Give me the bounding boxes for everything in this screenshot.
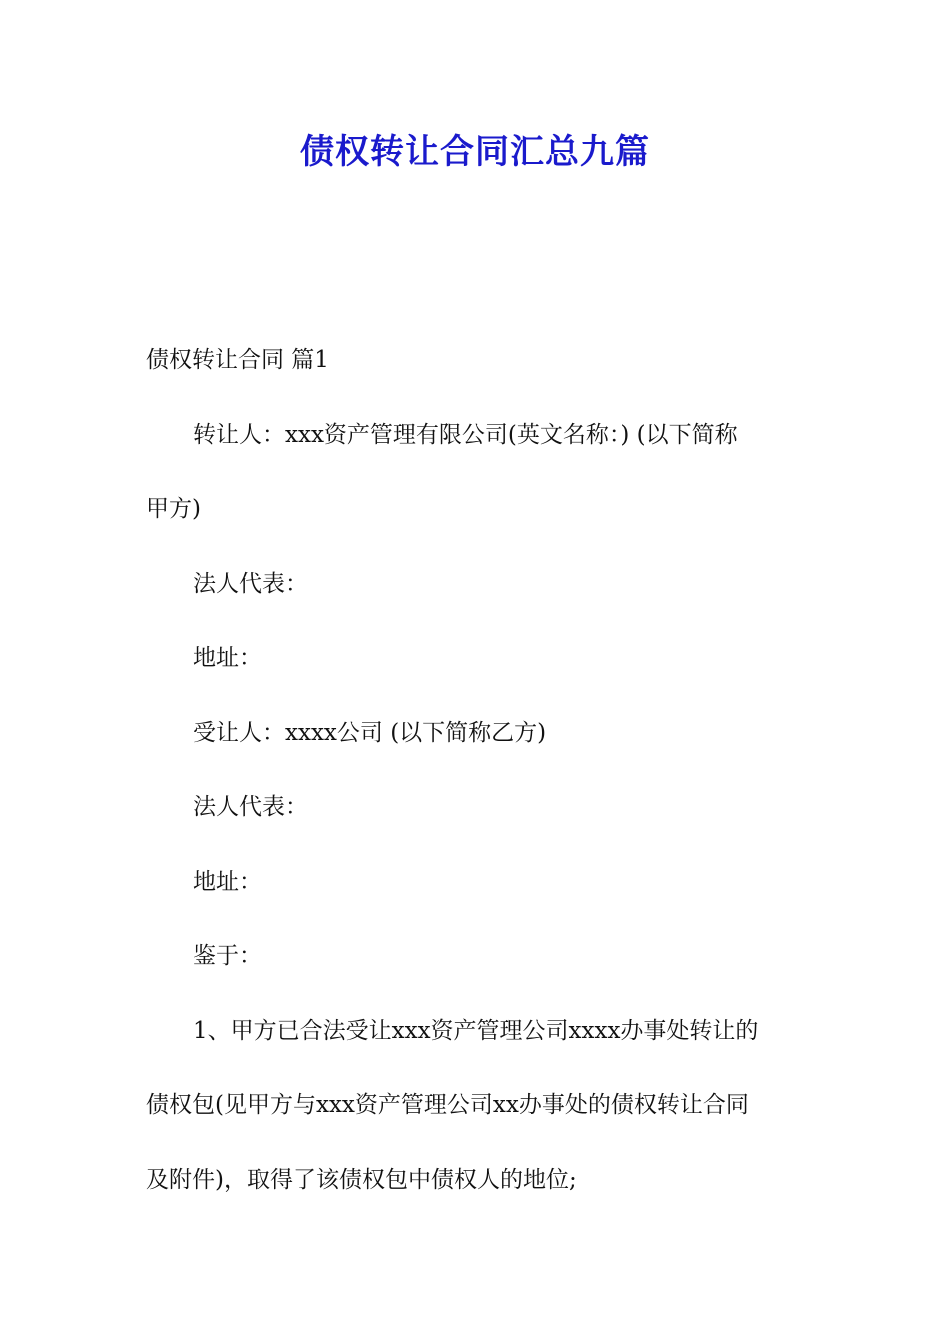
paragraph-legal-rep-b: 法人代表： <box>193 794 308 820</box>
paragraph-clause-1-cont-1: 债权包(见甲方与xxx资产管理公司xx办事处的债权转让合同 <box>146 1092 749 1118</box>
paragraph-transferor-cont: 甲方) <box>146 496 201 522</box>
paragraph-transferor: 转让人：xxx资产管理有限公司(英文名称：) (以下简称 <box>193 422 738 448</box>
paragraph-clause-1-cont-2: 及附件)，取得了该债权包中债权人的地位; <box>146 1167 577 1193</box>
paragraph-address-a: 地址： <box>193 645 262 671</box>
document-title: 债权转让合同汇总九篇 <box>300 132 650 172</box>
paragraph-transferee: 受让人：xxxx公司 (以下简称乙方) <box>193 720 547 746</box>
paragraph-address-b: 地址： <box>193 869 262 895</box>
section-heading: 债权转让合同 篇1 <box>146 347 329 373</box>
paragraph-whereas: 鉴于： <box>193 943 262 969</box>
paragraph-legal-rep-a: 法人代表： <box>193 571 308 597</box>
paragraph-clause-1: 1、甲方已合法受让xxx资产管理公司xxxx办事处转让的 <box>193 1018 759 1044</box>
